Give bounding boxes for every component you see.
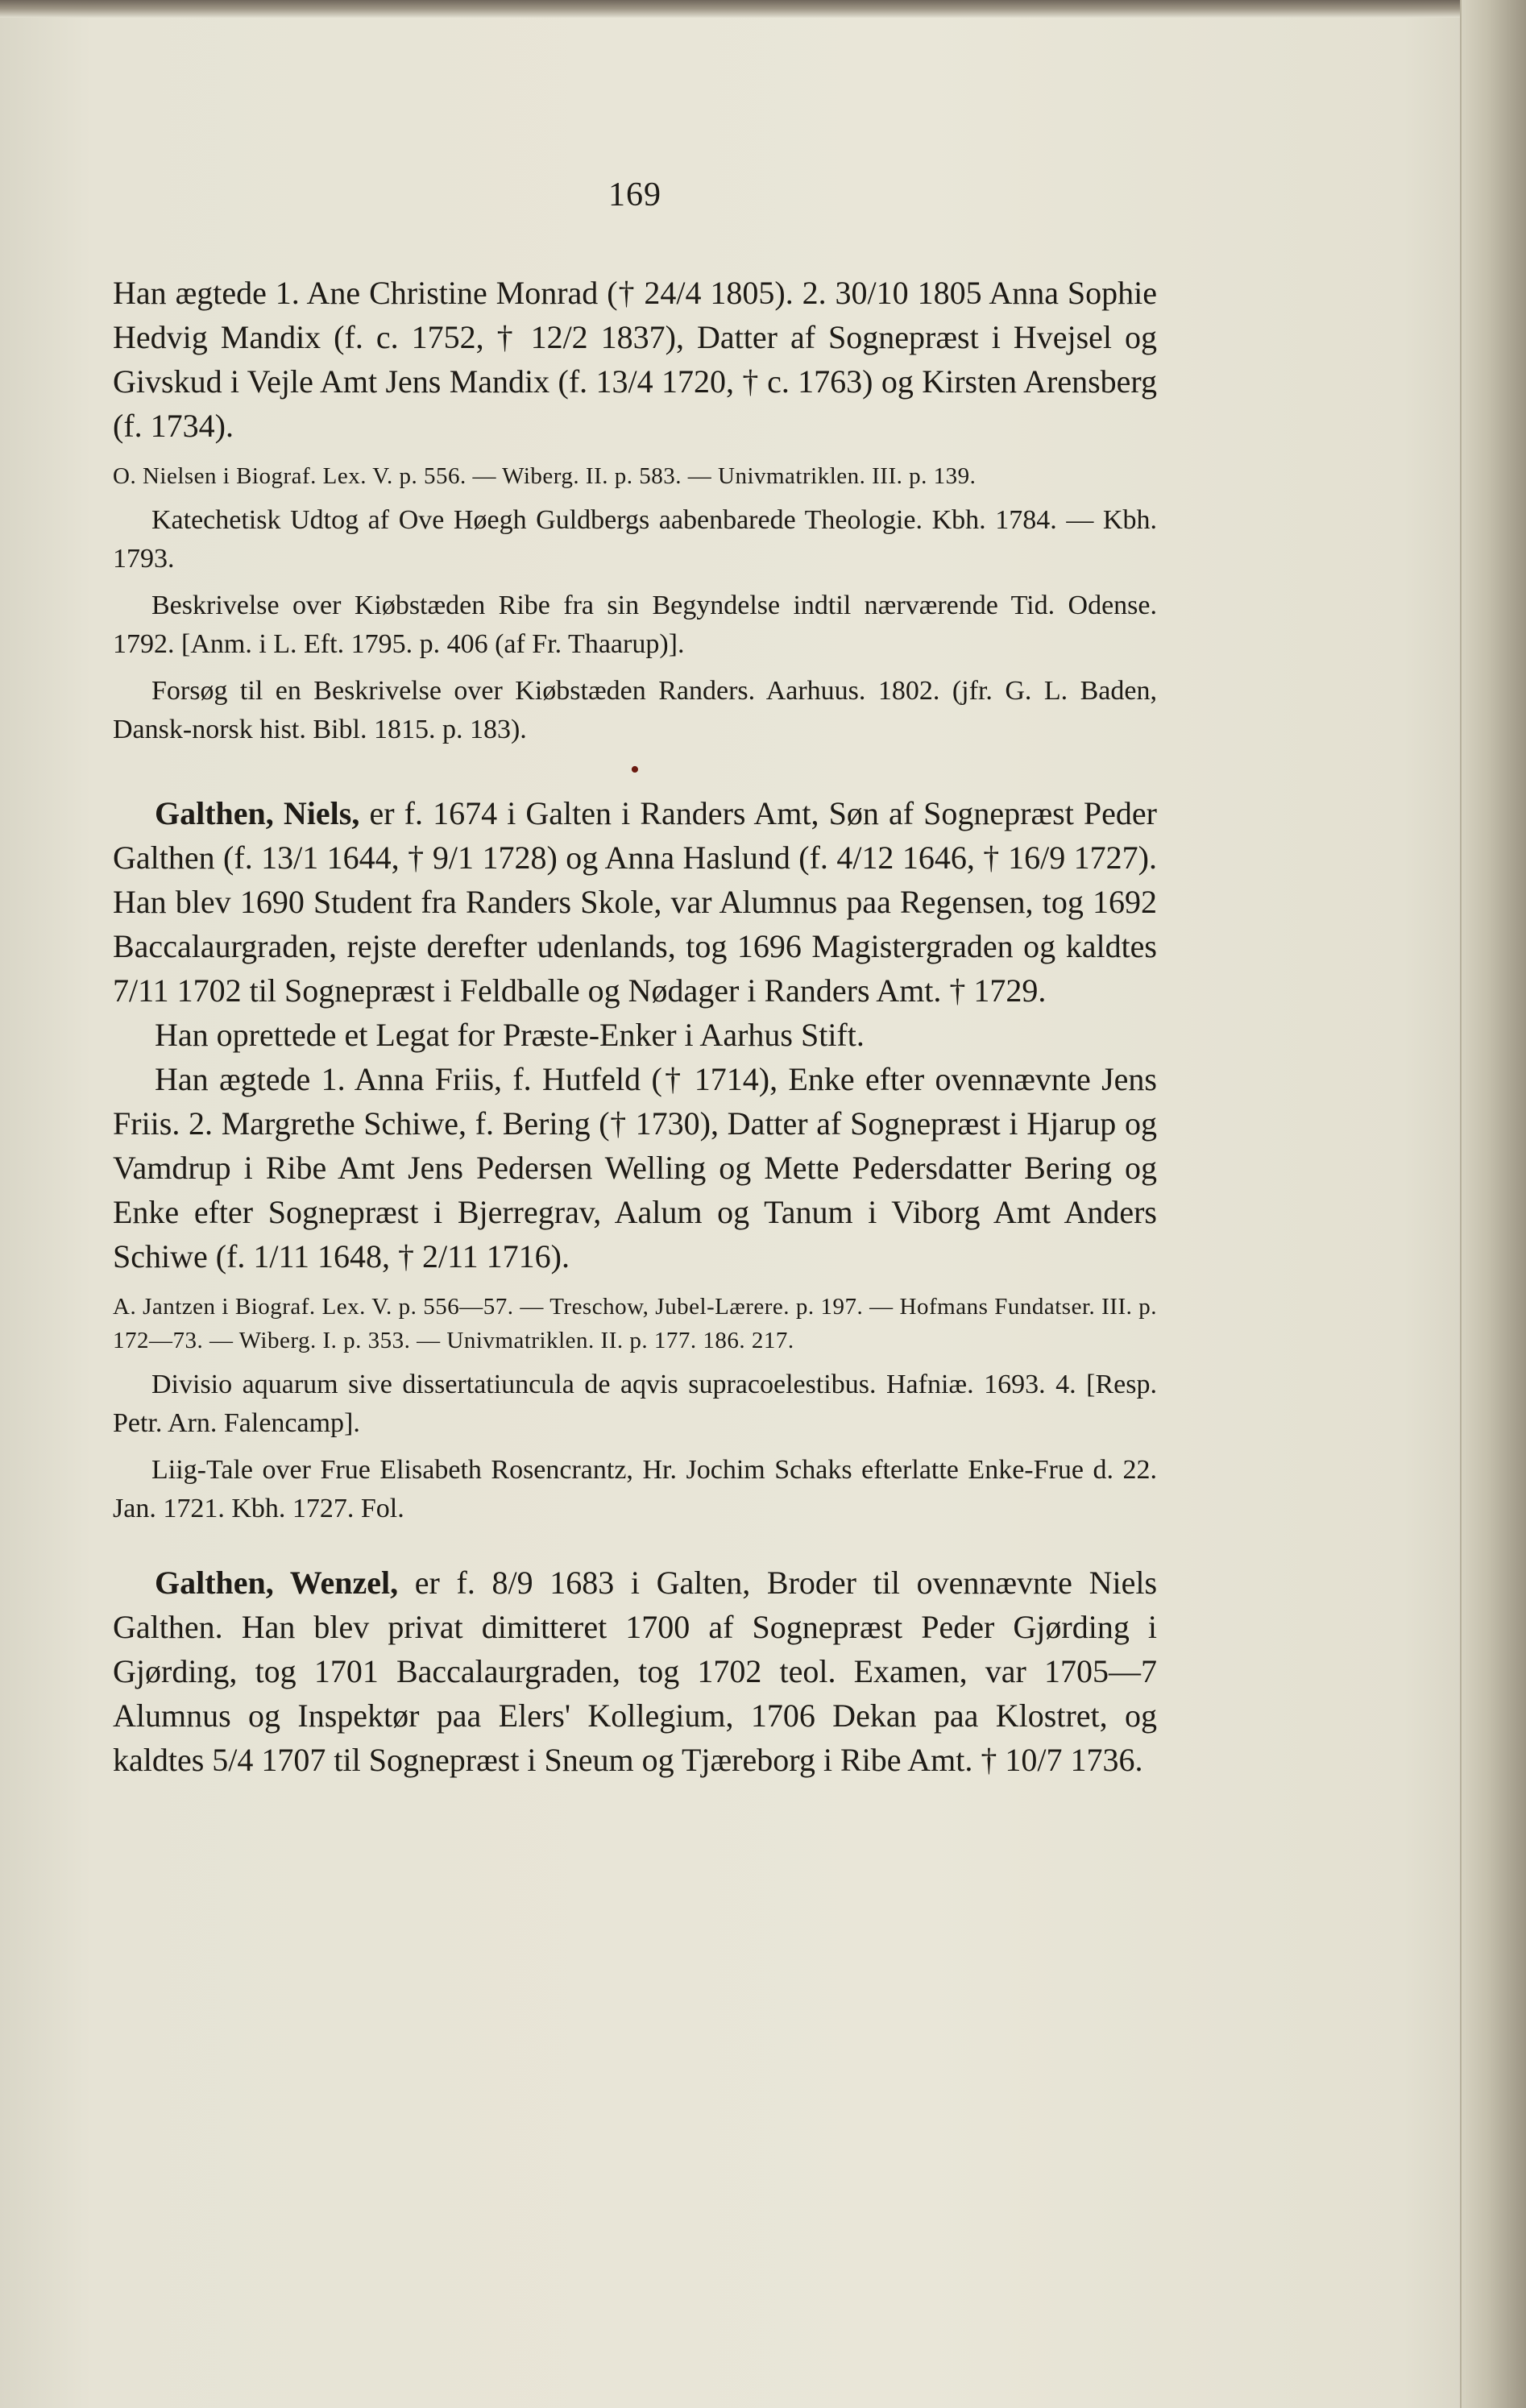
entry-niels-galthen-name: Galthen, Niels, [155,795,360,831]
page-binding-edge [1460,0,1526,2408]
separator-mark: • [630,755,640,785]
entry-monrad-work-2: Beskrivelse over Kiøbstæden Ribe fra sin Begyndelse indtil nærværende Tid. Odense. 1792. [Anm. i L. Eft. 1795. p. 406 (af Fr. Thaarup)]. [113,591,1157,659]
entry-niels-galthen-marriage: Han ægtede 1. Anna Friis, f. Hutfeld († 1714), Enke efter ovennævnte Jens Friis. 2. Margrethe Schiwe, f. Bering († 1730), Datter af Sognepræst i Hjarup og Vamdrup i Ribe Amt Jens Pedersen Welling og Mette Pedersdatter Bering og Enke efter Sognepræst i Bjerregrav, Aalum og Tanum i Viborg Amt Anders Schiwe (f. 1/11 1648, † 2/11 1716). [113,1061,1157,1274]
page-content [113,176,1157,1782]
entry-niels-galthen-text: er f. 1674 i Galten i Randers Amt, Søn af Sognepræst Peder Galthen (f. 13/1 1644, † 9/1 1728) og Anna Haslund (f. 4/12 1646, † 16/9 1727). Han blev 1690 Student fra Randers Skole, var Alumnus paa Regensen, tog 1692 Baccalaurgraden, rejste derefter udenlands, tog 1696 Magistergraden og kaldtes 7/11 1702 til Sognepræst i Feldballe og Nødager i Randers Amt. † 1729. [113,795,1157,1009]
page-number: 169 [608,176,661,213]
entry-niels-galthen-work-1: Divisio aquarum sive dissertatiuncula de aqvis supracoelestibus. Hafniæ. 1693. 4. [Resp. Petr. Arn. Falencamp]. [113,1370,1157,1438]
entry-niels-galthen-body [113,791,1157,1013]
entry-monrad-body: Han ægtede 1. Ane Christine Monrad († 24/4 1805). 2. 30/10 1805 Anna Sophie Hedvig Mandix (f. c. 1752, † 12/2 1837), Datter af Sognepræst i Hvejsel og Givskud i Vejle Amt Jens Mandix (f. 13/4 1720, † c. 1763) og Kirsten Arensberg (f. 1734). [113,275,1157,444]
entry-niels-galthen-work-2: Liig-Tale over Frue Elisabeth Rosencrantz, Hr. Jochim Schaks efterlatte Enke-Frue d. 22. Jan. 1721. Kbh. 1727. Fol. [113,1455,1157,1523]
entry-gap [113,1528,1157,1560]
entry-monrad-work-1: Katechetisk Udtog af Ove Høegh Guldbergs aabenbarede Theologie. Kbh. 1784. — Kbh. 1793. [113,505,1157,574]
entry-wenzel-galthen-body [113,1560,1157,1782]
page-top-edge [0,0,1526,18]
entry-wenzel-galthen-name: Galthen, Wenzel, [155,1565,399,1601]
entry-niels-galthen-legat: Han oprettede et Legat for Præste-Enker i Aarhus Stift. [155,1017,865,1053]
entry-wenzel-galthen-text: er f. 8/9 1683 i Galten, Broder til ovennævnte Niels Galthen. Han blev privat dimitteret 1700 af Sognepræst Peder Gjørding i Gjørding, tog 1701 Baccalaurgraden, tog 1702 teol. Examen, var 1705—7 Alumnus og Inspektør paa Elers' Kollegium, 1706 Dekan paa Klostret, og kaldtes 5/4 1707 til Sognepræst i Sneum og Tjæreborg i Ribe Amt. † 10/7 1736. [113,1565,1158,1778]
entry-monrad-references: O. Nielsen i Biograf. Lex. V. p. 556. — Wiberg. II. p. 583. — Univmatriklen. III. p. 139. [113,463,977,489]
entry-niels-galthen-references: A. Jantzen i Biograf. Lex. V. p. 556—57. — Treschow, Jubel-Lærere. p. 197. — Hofmans Fundatser. III. p. 172—73. — Wiberg. I. p. 353. — Univmatriklen. II. p. 177. 186. 217. [113,1294,1157,1353]
entry-monrad-work-3: Forsøg til en Beskrivelse over Kiøbstæden Randers. Aarhuus. 1802. (jfr. G. L. Baden, Dansk-norsk hist. Bibl. 1815. p. 183). [113,676,1157,744]
